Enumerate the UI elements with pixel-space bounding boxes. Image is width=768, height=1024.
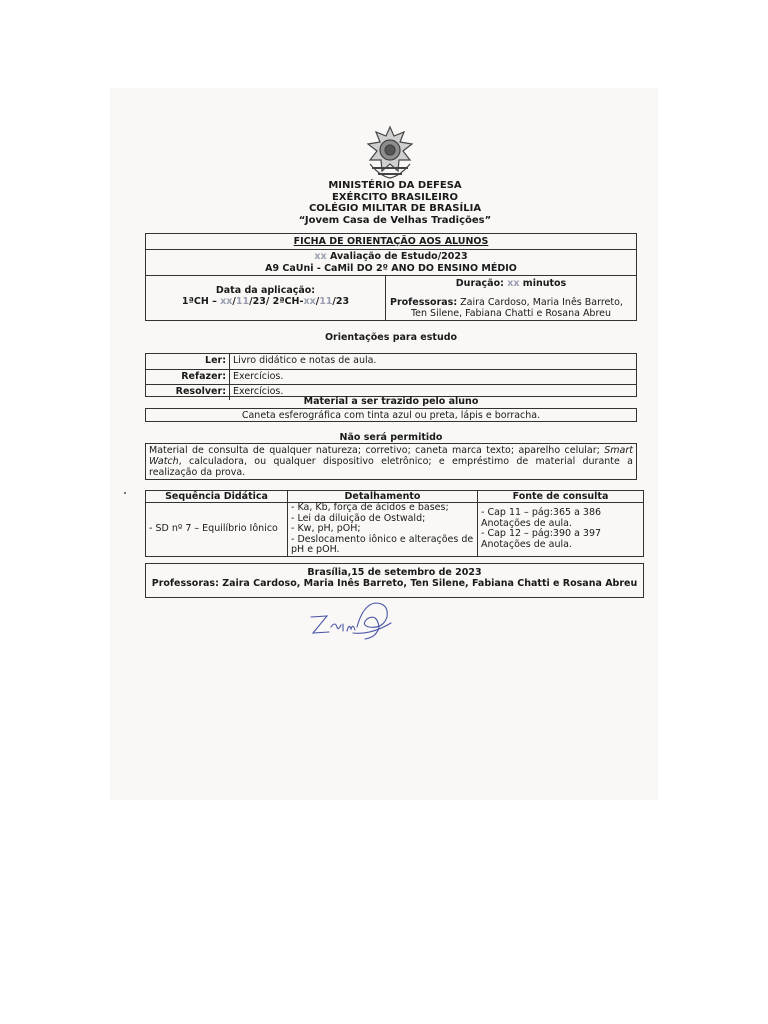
evaluation-number-placeholder: xx	[314, 251, 327, 262]
professors-line	[390, 297, 632, 308]
date-part: /	[315, 296, 320, 307]
duration-label: Duração:	[455, 278, 508, 289]
motto-line: “Jovem Casa de Velhas Tradições”	[298, 214, 492, 226]
duration-professors-cell	[386, 276, 636, 321]
footer-date: Brasília,15 de setembro de 2023	[307, 567, 482, 578]
date-part: /23/ 2ªCH-	[249, 296, 304, 307]
professors-label: Professoras:	[390, 297, 458, 308]
date-month-faint: 11	[319, 296, 333, 307]
professors-names-1: Zaira Cardoso, Maria Inês Barreto,	[457, 297, 623, 308]
footer-box	[145, 563, 644, 598]
not-allowed-title: Não será permitido	[339, 432, 443, 443]
material-box: Caneta esferográfica com tinta azul ou preta, lápis e borracha.	[145, 408, 637, 422]
ministry-line: MINISTÉRIO DA DEFESA	[328, 180, 462, 191]
study-row-value: Exercícios.	[233, 386, 284, 397]
col-header-sequence: Sequência Didática	[146, 491, 288, 503]
date-day-placeholder: xx	[303, 296, 316, 307]
application-date-value	[146, 296, 385, 307]
study-row	[146, 370, 636, 386]
study-row-value: Livro didático e notas de aula.	[233, 355, 377, 366]
source-cell	[478, 503, 644, 557]
date-day-placeholder: xx	[220, 296, 233, 307]
footer-professors: Professoras: Zaira Cardoso, Maria Inês Barreto, Ten Silene, Fabiana Chatti e Rosana Abreu	[151, 578, 638, 589]
col-header-details: Detalhamento	[288, 491, 478, 503]
duration-placeholder: xx	[507, 278, 520, 289]
study-row-value: Exercícios.	[233, 370, 284, 382]
date-part: 1ªCH –	[181, 296, 221, 307]
source-item: Anotações de aula.	[481, 517, 572, 529]
study-row-label: Refazer:	[146, 370, 230, 385]
study-row-label: Resolver:	[146, 385, 230, 400]
study-row	[146, 354, 636, 370]
material-title: Material a ser trazido pelo aluno	[303, 396, 479, 407]
date-part: /23	[332, 296, 350, 307]
duration-unit: minutos	[519, 278, 567, 289]
detail-item: - Ka, Kb, força de ácidos e bases;	[291, 502, 449, 513]
not-allowed-text: , calculadora, ou qualquer dispositivo eletrônico; e empréstimo de material durante a realização da prova.	[149, 456, 633, 478]
evaluation-text: Avaliação de Estudo/2023	[326, 251, 468, 262]
professors-names-2: Ten Silene, Fabiana Chatti e Rosana Abreu	[410, 308, 612, 319]
study-guidance-table	[145, 353, 637, 397]
source-item: - Cap 12 – pág:390 a 397	[481, 528, 602, 540]
study-guidance-title: Orientações para estudo	[324, 332, 458, 343]
study-row-label: Ler:	[146, 354, 230, 369]
source-item: Anotações de aula.	[481, 538, 572, 550]
evaluation-subtitle: A9 CaUni - CaMil DO 2º ANO DO ENSINO MÉDIO	[265, 263, 517, 274]
detail-item: - Deslocamento iônico e alterações de pH e pOH.	[291, 533, 474, 555]
handwritten-signature	[305, 597, 400, 642]
scan-speck	[124, 492, 126, 494]
didactic-sequence-table	[145, 490, 644, 557]
not-allowed-box	[145, 443, 637, 480]
brazil-coat-of-arms-icon	[360, 124, 420, 184]
date-month-faint: 11	[235, 296, 250, 307]
evaluation-title	[146, 251, 636, 263]
application-date-cell	[146, 276, 386, 321]
school-line: COLÉGIO MILITAR DE BRASÍLIA	[308, 203, 482, 214]
army-line: EXÉRCITO BRASILEIRO	[331, 191, 459, 203]
application-date-label: Data da aplicação:	[215, 285, 316, 296]
duration-line	[390, 278, 632, 289]
table-header-row	[146, 491, 644, 503]
institution-header	[145, 180, 645, 226]
detail-item: - Kw, pH, pOH;	[291, 523, 361, 534]
col-header-source: Fonte de consulta	[478, 491, 644, 503]
table-row	[146, 503, 644, 557]
orientation-sheet-box	[145, 233, 637, 321]
sheet-title: FICHA DE ORIENTAÇÃO AOS ALUNOS	[146, 234, 636, 250]
not-allowed-smartwatch: Smart Watch	[149, 445, 633, 467]
not-allowed-text: Material de consulta de qualquer natureza; corretivo; caneta marca texto; aparelho celular;	[149, 445, 605, 456]
sequence-cell: - SD nº 7 – Equilíbrio Iônico	[146, 503, 288, 557]
source-item: - Cap 11 – pág:365 a 386	[481, 507, 602, 519]
detail-item: - Lei da diluição de Ostwald;	[291, 512, 426, 524]
evaluation-header	[146, 250, 636, 276]
date-part: /	[232, 296, 236, 307]
details-cell	[288, 503, 478, 557]
